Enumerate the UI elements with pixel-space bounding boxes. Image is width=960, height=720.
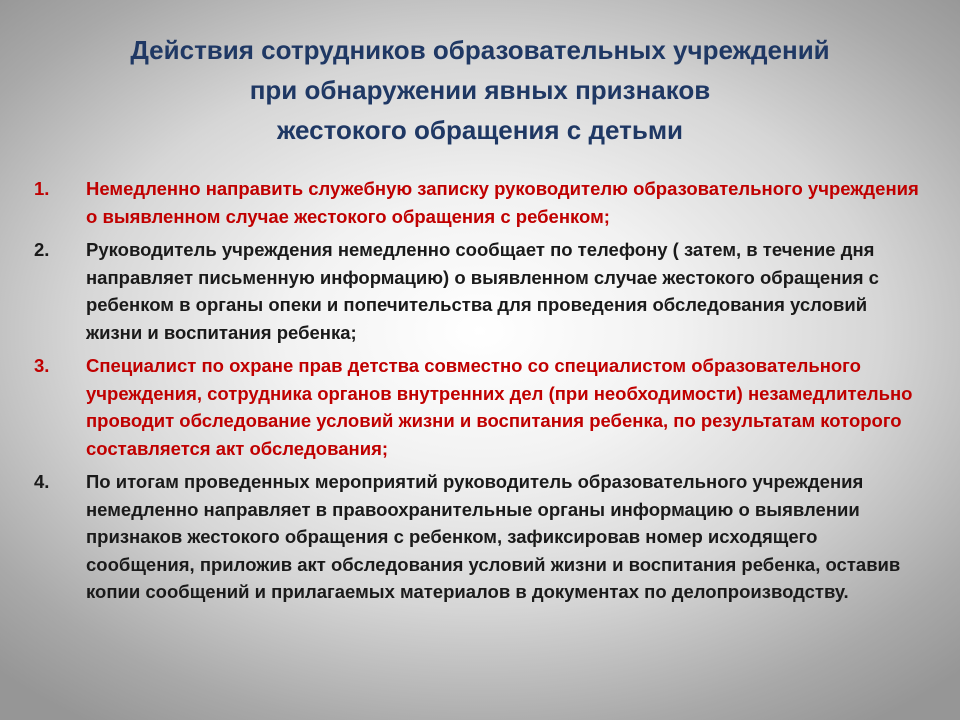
item-number: 1.	[34, 178, 50, 199]
item-text: Руководитель учреждения немедленно сообщает по телефону ( затем, в течение дня направляет письменную информацию) о выявленном случае жестокого обращения с ребенком в органы опеки и попечительства для проведения обследования условий жизни и воспитания ребенка;	[86, 239, 879, 343]
list-item-1	[34, 175, 924, 230]
title-line-1: Действия сотрудников образовательных учреждений	[130, 35, 830, 65]
item-number: 2.	[34, 239, 50, 260]
action-list	[34, 175, 924, 612]
title-line-2: при обнаружении явных признаков	[249, 75, 711, 105]
item-number: 3.	[34, 355, 50, 376]
item-text: По итогам проведенных мероприятий руководитель образовательного учреждения немедленно направляет в правоохранительные органы информацию о выявлении признаков жестокого обращения с ребенком, зафиксировав номер исходящего сообщения, приложив акт обследования условий жизни и воспитания ребенка, оставив копии сообщений и прилагаемых материалов в документах по делопроизводству.	[86, 471, 901, 602]
item-text: Специалист по охране прав детства совместно со специалистом образовательного учреждения, сотрудника органов внутренних дел (при необходимости) незамедлительно проводит обследование условий жизни и воспитания ребенка, по результатам которого составляется акт обследования;	[86, 355, 913, 459]
list-item-2	[34, 236, 924, 346]
title-line-3: жестокого обращения с детьми	[276, 115, 684, 145]
slide-title	[40, 30, 920, 150]
list-item-4	[34, 468, 924, 606]
list-item-3	[34, 352, 924, 462]
item-text: Немедленно направить служебную записку руководителю образовательного учреждения о выявленном случае жестокого обращения с ребенком;	[86, 178, 919, 227]
item-number: 4.	[34, 471, 50, 492]
